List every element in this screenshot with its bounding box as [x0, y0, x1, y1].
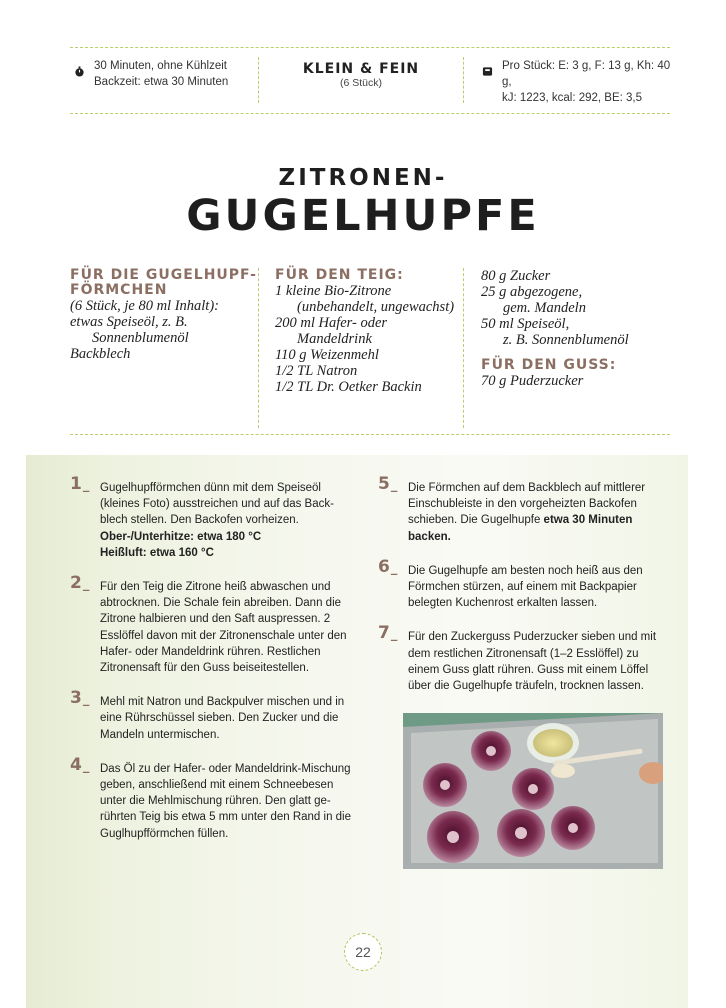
steps-column-left: [70, 474, 360, 856]
ingredients-column-dough-cont: [481, 268, 681, 389]
ingredient-item: Mandeldrink: [297, 331, 372, 347]
step-text: Mehl mit Natron und Backpulver mischen und in eine Rührschüssel sieben. Den Zucker und die Mandeln untermischen.: [100, 696, 345, 741]
recipe-title-line-1: ZITRONEN-: [278, 165, 448, 191]
ingredient-item: gem. Mandeln: [503, 300, 586, 316]
category-block: [260, 61, 462, 89]
ingredient-item: (6 Stück, je 80 ml Inhalt):: [70, 298, 219, 314]
step-text: Die Förmchen auf dem Backblech auf mittlerer Einschubleiste in den vorgeheizten Backofen schieben. Die Gugelhupfe: [408, 482, 646, 527]
nutrition-info: [482, 58, 682, 106]
step-4: [70, 754, 360, 842]
step-text: Das Öl zu der Hafer- oder Mandeldrink-Mischung geben, anschließend mit einem Schneebesen unter die Mehlmischung rühren. Den glatt ge-rührten Teig bis etwa 5 mm unter den Rand in die Guglhupfförmchen füllen.: [100, 762, 352, 840]
step-text: Für den Zuckerguss Puderzucker sieben und mit dem restlichen Zitronensaft (1–2 Esslöffel) zu einem Guss glatt rühren. Guss mit einem Löffel über die Gugelhupfe träufeln, trocknen lassen.: [408, 631, 657, 693]
ingredient-item: 200 ml Hafer- oder: [275, 315, 388, 331]
header-top-divider: [70, 47, 670, 48]
ingredient-item: z. B. Sonnenblumenöl: [503, 332, 629, 348]
step-bold-text: Ober-/Unterhitze: etwa 180 °C: [100, 530, 262, 543]
ingredients-heading-forms-1: FÜR DIE GUGELHUPF-: [70, 267, 257, 283]
ingredients-divider-left: [258, 268, 259, 428]
ingredient-item: 70 g Puderzucker: [481, 373, 584, 389]
time-info: [74, 58, 254, 90]
stopwatch-icon: [74, 66, 85, 77]
step-number: 4 _: [70, 757, 89, 775]
step-number: 2 _: [70, 575, 89, 593]
recipe-title-line-2: GUGELHUPFE: [186, 191, 540, 241]
step-7: [378, 623, 668, 694]
step-6: [378, 556, 668, 612]
ingredient-item: 25 g abgezogene,: [481, 284, 583, 300]
header-divider-left: [258, 57, 259, 103]
step-number: 3 _: [70, 690, 89, 708]
steps-column-right: [378, 474, 668, 708]
step-text: Die Gugelhupfe am besten noch heiß aus den Förmchen stürzen, auf einem mit Backpapier belegten Kuchenrost erkalten lassen.: [408, 564, 643, 610]
ingredient-item: Backblech: [70, 346, 131, 362]
ingredient-item: (unbehandelt, ungewachst): [297, 299, 455, 315]
ingredients-bottom-divider: [70, 434, 670, 435]
step-number: 6 _: [378, 559, 397, 577]
gugelhupf-molds-photo: [403, 713, 663, 869]
header-bottom-divider: [70, 113, 670, 114]
step-3: [70, 688, 360, 743]
step-bold-text: Heißluft: etwa 160 °C: [100, 546, 214, 559]
step-number: 1 _: [70, 476, 89, 494]
ingredient-item: 50 ml Speiseöl,: [481, 316, 570, 332]
ingredient-item: 1 kleine Bio-Zitrone: [275, 283, 392, 299]
time-line-1: 30 Minuten, ohne Kühlzeit: [94, 60, 227, 72]
step-2: [70, 573, 360, 676]
recipe-photo: [403, 713, 663, 869]
step-5: [378, 474, 668, 545]
servings-label: (6 Stück): [339, 77, 382, 89]
scale-icon: [482, 66, 493, 77]
step-bold-text: etwa 30 Minuten backen.: [408, 514, 633, 543]
ingredient-item: etwas Speiseöl, z. B.: [70, 314, 188, 330]
time-line-2: Backzeit: etwa 30 Minuten: [94, 76, 229, 88]
ingredients-heading-glaze: FÜR DEN GUSS:: [481, 357, 617, 373]
ingredients-column-forms: [70, 268, 258, 362]
ingredients-divider-right: [463, 268, 464, 428]
step-text: Für den Teig die Zitrone heiß abwaschen und abtrocknen. Die Schale fein abreiben. Dann die Zitrone halbieren und den Saft auspressen. 2 Esslöffel davon mit der Zitronenschale unter den Hafer- oder Mandeldrink rühren. Restlichen Zitronensaft für den Guss beiseitestellen.: [100, 581, 347, 675]
category-label: KLEIN & FEIN: [302, 61, 420, 77]
nutrition-line-1: Pro Stück: E: 3 g, F: 13 g, Kh: 40 g,: [502, 60, 671, 88]
step-number: 7 _: [378, 625, 397, 643]
ingredient-item: Sonnenblumenöl: [92, 330, 189, 346]
ingredient-item: 1/2 TL Dr. Oetker Backin: [275, 379, 422, 395]
ingredients-column-dough: [275, 268, 461, 395]
step-text: Gugelhupfförmchen dünn mit dem Speiseöl (kleines Foto) ausstreichen und auf das Back-blech stellen. Den Backofen vorheizen.: [100, 482, 334, 527]
ingredients-heading-dough: FÜR DEN TEIG:: [275, 267, 404, 283]
step-number: 5 _: [378, 476, 397, 494]
page-number: 22: [344, 933, 382, 971]
ingredient-item: 110 g Weizenmehl: [275, 347, 379, 363]
ingredient-item: 1/2 TL Natron: [275, 363, 358, 379]
nutrition-line-2: kJ: 1223, kcal: 292, BE: 3,5: [502, 92, 642, 104]
ingredients-heading-forms-2: FÖRMCHEN: [70, 282, 168, 298]
ingredient-item: 80 g Zucker: [481, 268, 551, 284]
header-divider-right: [463, 57, 464, 103]
step-1: [70, 474, 360, 561]
